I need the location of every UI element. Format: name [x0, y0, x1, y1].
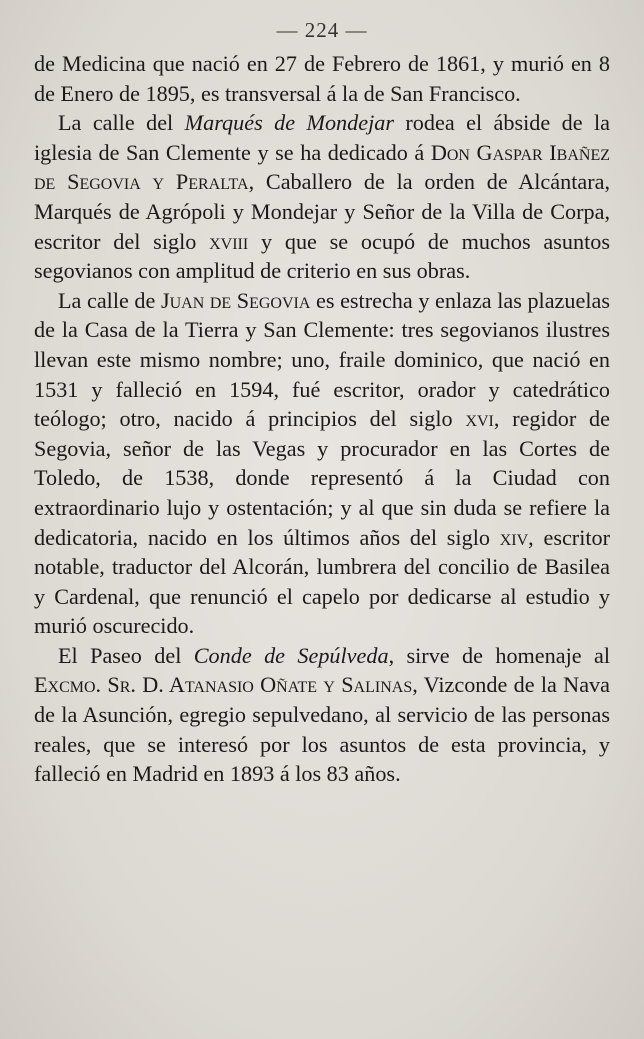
- p3-century-1: xvi: [465, 406, 494, 432]
- p4-street-name: Conde de Sepúlveda: [193, 642, 389, 668]
- p2-person-name: Don Gaspar Ibañez de Segovia y Peralta: [34, 139, 610, 195]
- p2-text-4: y que se ocupó de muchos asuntos segovianos con amplitud de criterio en sus obras.: [34, 228, 610, 284]
- p4-text-1: El Paseo del: [58, 642, 194, 668]
- p3-text-2: es estrecha y enlaza las plazuelas de la Casa de la Tierra y San Clemente: tres segovianos ilustres llevan este mismo nombre; uno, fraile dominico, que nació en 1531 y falleció en 1594, fué escritor, orador y catedrático teólogo; otro, nacido á principios del siglo: [34, 287, 610, 432]
- p2-street-name: Marqués de Mondejar: [184, 110, 394, 136]
- paragraph-2: [34, 108, 610, 286]
- p2-text-1: La calle del: [58, 110, 185, 136]
- p3-text-1: La calle de: [58, 287, 161, 313]
- paragraph-1: [34, 49, 610, 108]
- p2-century: xviii: [209, 228, 249, 254]
- p2-text-3: , Caballero de la orden de Alcántara, Marqués de Agrópoli y Mondejar y Señor de la Villa de Corpa, escritor del siglo: [34, 169, 611, 254]
- p3-century-2: xiv: [499, 524, 529, 550]
- p4-person-name: Excmo. Sr. D. Atanasio Oñate y Salinas: [34, 672, 413, 698]
- p3-text-4: , escritor notable, traductor del Alcorán, lumbrera del concilio de Basilea y Cardenal, que renunció el capelo por dedicarse al estudio y murió oscurecido.: [34, 524, 611, 639]
- p2-text-2: rodea el ábside de la iglesia de San Clemente y se ha dedicado á: [34, 110, 610, 165]
- paragraph-3: [34, 286, 610, 641]
- p3-street-name: Juan de Segovia: [160, 287, 311, 313]
- p3-text-3: , regidor de Segovia, señor de las Vegas y procurador en las Cortes de Toledo, de 1538, donde representó á la Ciudad con extraordinario lujo y ostentación; y al que sin duda se refiere la dedicatoria, nacido en los últimos años del siglo: [34, 406, 610, 550]
- p4-text-2: , sirve de homenaje al: [388, 642, 610, 668]
- p4-text-3: , Vizconde de la Nava de la Asunción, egregio sepulvedano, al servicio de las personas reales, que se interesó por los asuntos de esta provincia, y falleció en Madrid en 1893 á los 83 años.: [34, 672, 610, 787]
- p1-text: de Medicina que nació en 27 de Febrero de 1861, y murió en 8 de Enero de 1895, es transversal á la de San Francisco.: [34, 51, 610, 106]
- paragraph-4: [34, 641, 610, 789]
- page-number: — 224 —: [276, 18, 368, 42]
- page-body: [34, 49, 610, 789]
